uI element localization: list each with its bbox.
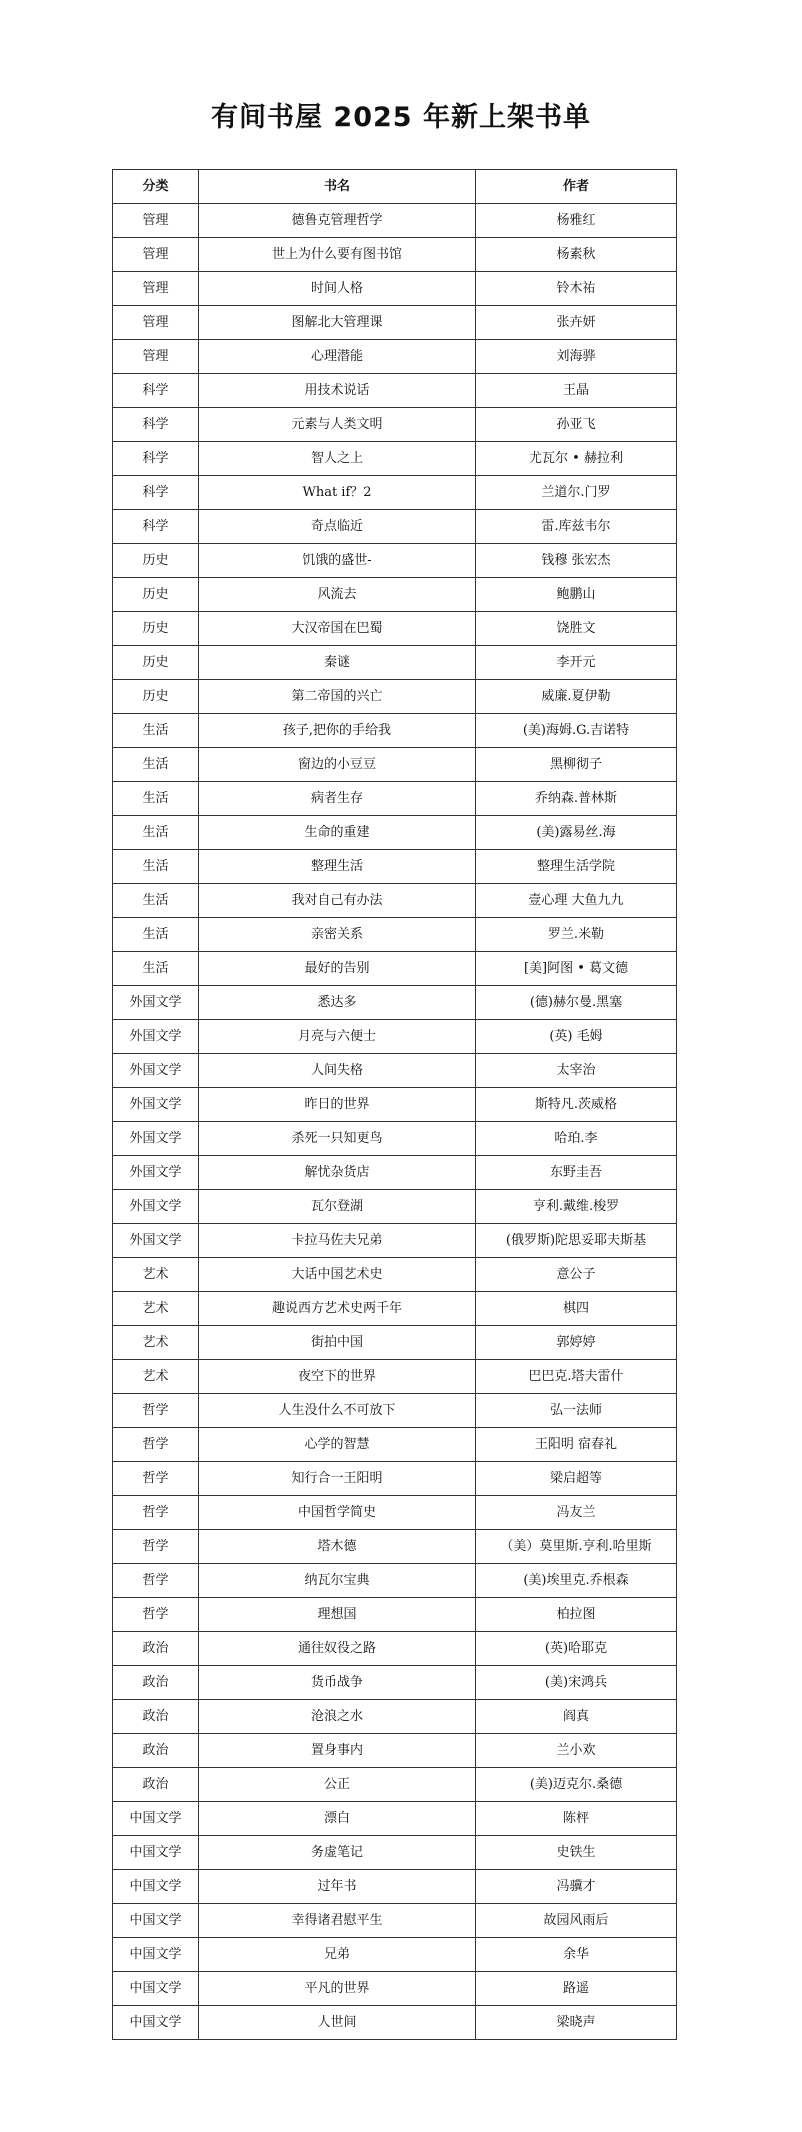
category-cell: 外国文学 — [113, 1224, 199, 1258]
category-cell: 生活 — [113, 782, 199, 816]
table-row — [113, 1054, 677, 1088]
category-cell: 生活 — [113, 918, 199, 952]
author-cell: 黑柳彻子 — [476, 748, 677, 782]
table-row — [113, 1598, 677, 1632]
table-row — [113, 1326, 677, 1360]
table-row — [113, 1190, 677, 1224]
table-row — [113, 1258, 677, 1292]
book-title-cell: 务虚笔记 — [199, 1836, 476, 1870]
author-cell: 张卉妍 — [476, 306, 677, 340]
book-title-cell: 兄弟 — [199, 1938, 476, 1972]
book-title-cell: 时间人格 — [199, 272, 476, 306]
author-cell: 冯友兰 — [476, 1496, 677, 1530]
table-row — [113, 1462, 677, 1496]
book-title-cell: 德鲁克管理哲学 — [199, 204, 476, 238]
category-cell: 生活 — [113, 748, 199, 782]
category-cell: 管理 — [113, 238, 199, 272]
category-cell: 外国文学 — [113, 1088, 199, 1122]
category-cell: 科学 — [113, 408, 199, 442]
category-cell: 哲学 — [113, 1598, 199, 1632]
category-cell: 哲学 — [113, 1428, 199, 1462]
category-cell: 历史 — [113, 544, 199, 578]
table-row — [113, 1802, 677, 1836]
author-cell: 钱穆 张宏杰 — [476, 544, 677, 578]
category-cell: 外国文学 — [113, 1190, 199, 1224]
book-title-cell: 昨日的世界 — [199, 1088, 476, 1122]
category-cell: 中国文学 — [113, 1938, 199, 1972]
book-title-cell: 漂白 — [199, 1802, 476, 1836]
book-title-cell: 大话中国艺术史 — [199, 1258, 476, 1292]
book-title-cell: 病者生存 — [199, 782, 476, 816]
author-cell: 王阳明 宿春礼 — [476, 1428, 677, 1462]
category-cell: 生活 — [113, 952, 199, 986]
author-cell: 意公子 — [476, 1258, 677, 1292]
book-title-cell: 亲密关系 — [199, 918, 476, 952]
author-cell: (美)海姆.G.吉诺特 — [476, 714, 677, 748]
table-row — [113, 952, 677, 986]
author-cell: 乔纳森.普林斯 — [476, 782, 677, 816]
author-cell: （美）莫里斯.亨利.哈里斯 — [476, 1530, 677, 1564]
book-title-cell: 悉达多 — [199, 986, 476, 1020]
book-title-cell: 窗边的小豆豆 — [199, 748, 476, 782]
book-title-cell: 世上为什么要有图书馆 — [199, 238, 476, 272]
table-row — [113, 1020, 677, 1054]
table-row — [113, 1156, 677, 1190]
table-row — [113, 1666, 677, 1700]
table-row — [113, 816, 677, 850]
book-title-cell: 通往奴役之路 — [199, 1632, 476, 1666]
book-title-cell: 理想国 — [199, 1598, 476, 1632]
category-cell: 中国文学 — [113, 1904, 199, 1938]
book-title-cell: 月亮与六便士 — [199, 1020, 476, 1054]
author-cell: [美]阿图 • 葛文德 — [476, 952, 677, 986]
author-cell: 杨雅红 — [476, 204, 677, 238]
book-title-cell: 夜空下的世界 — [199, 1360, 476, 1394]
table-row — [113, 1768, 677, 1802]
author-cell: 故园风雨后 — [476, 1904, 677, 1938]
category-cell: 科学 — [113, 510, 199, 544]
page-title: 有间书屋 2025 年新上架书单 — [211, 102, 591, 133]
table-row — [113, 782, 677, 816]
book-title-cell: 平凡的世界 — [199, 1972, 476, 2006]
category-cell: 生活 — [113, 884, 199, 918]
table-row — [113, 272, 677, 306]
author-cell: (德)赫尔曼.黑塞 — [476, 986, 677, 1020]
category-cell: 政治 — [113, 1768, 199, 1802]
book-title-cell: 纳瓦尔宝典 — [199, 1564, 476, 1598]
book-title-cell: 过年书 — [199, 1870, 476, 1904]
author-cell: 太宰治 — [476, 1054, 677, 1088]
category-cell: 历史 — [113, 680, 199, 714]
category-cell: 艺术 — [113, 1292, 199, 1326]
table-row — [113, 1972, 677, 2006]
category-cell: 哲学 — [113, 1496, 199, 1530]
table-row — [113, 986, 677, 1020]
book-title-cell: 公正 — [199, 1768, 476, 1802]
book-title-cell: 秦谜 — [199, 646, 476, 680]
table-row — [113, 1122, 677, 1156]
book-title-cell: 孩子,把你的手给我 — [199, 714, 476, 748]
category-cell: 政治 — [113, 1700, 199, 1734]
table-row — [113, 680, 677, 714]
book-title-cell: 塔木德 — [199, 1530, 476, 1564]
book-title-cell: 人间失格 — [199, 1054, 476, 1088]
author-cell: 王晶 — [476, 374, 677, 408]
category-cell: 政治 — [113, 1632, 199, 1666]
table-row — [113, 476, 677, 510]
header-author: 作者 — [476, 170, 677, 204]
category-cell: 哲学 — [113, 1462, 199, 1496]
category-cell: 中国文学 — [113, 1836, 199, 1870]
table-row — [113, 408, 677, 442]
category-cell: 外国文学 — [113, 1122, 199, 1156]
table-row — [113, 1530, 677, 1564]
category-cell: 外国文学 — [113, 1156, 199, 1190]
category-cell: 艺术 — [113, 1326, 199, 1360]
table-row — [113, 1870, 677, 1904]
table-row — [113, 646, 677, 680]
author-cell: (英) 毛姆 — [476, 1020, 677, 1054]
book-title-cell: 生命的重建 — [199, 816, 476, 850]
category-cell: 历史 — [113, 578, 199, 612]
book-title-cell: 饥饿的盛世- — [199, 544, 476, 578]
book-title-cell: 知行合一王阳明 — [199, 1462, 476, 1496]
category-cell: 生活 — [113, 714, 199, 748]
table-row — [113, 204, 677, 238]
table-row — [113, 1428, 677, 1462]
category-cell: 历史 — [113, 646, 199, 680]
book-title-cell: 瓦尔登湖 — [199, 1190, 476, 1224]
book-title-cell: 元素与人类文明 — [199, 408, 476, 442]
table-row — [113, 1224, 677, 1258]
category-cell: 哲学 — [113, 1394, 199, 1428]
table-row — [113, 714, 677, 748]
author-cell: 梁启超等 — [476, 1462, 677, 1496]
author-cell: 郭婷婷 — [476, 1326, 677, 1360]
author-cell: 柏拉图 — [476, 1598, 677, 1632]
book-title-cell: 大汉帝国在巴蜀 — [199, 612, 476, 646]
table-row — [113, 1088, 677, 1122]
book-title-cell: 第二帝国的兴亡 — [199, 680, 476, 714]
table-row — [113, 1360, 677, 1394]
author-cell: 孙亚飞 — [476, 408, 677, 442]
table-row — [113, 306, 677, 340]
author-cell: 尤瓦尔 • 赫拉利 — [476, 442, 677, 476]
table-row — [113, 1938, 677, 1972]
category-cell: 管理 — [113, 204, 199, 238]
author-cell: 亨利.戴维.梭罗 — [476, 1190, 677, 1224]
book-title-cell: 置身事内 — [199, 1734, 476, 1768]
book-title-cell: What if？2 — [199, 476, 476, 510]
book-title-cell: 心理潜能 — [199, 340, 476, 374]
table-row — [113, 1564, 677, 1598]
author-cell: 整理生活学院 — [476, 850, 677, 884]
table-row — [113, 2006, 677, 2040]
category-cell: 科学 — [113, 476, 199, 510]
book-title-cell: 我对自己有办法 — [199, 884, 476, 918]
header-category: 分类 — [113, 170, 199, 204]
author-cell: 兰道尔.门罗 — [476, 476, 677, 510]
author-cell: 饶胜文 — [476, 612, 677, 646]
category-cell: 外国文学 — [113, 986, 199, 1020]
author-cell: 铃木祐 — [476, 272, 677, 306]
table-row — [113, 1734, 677, 1768]
table-row — [113, 612, 677, 646]
author-cell: 余华 — [476, 1938, 677, 1972]
table-row — [113, 918, 677, 952]
book-title-cell: 最好的告别 — [199, 952, 476, 986]
category-cell: 科学 — [113, 374, 199, 408]
author-cell: 斯特凡.茨威格 — [476, 1088, 677, 1122]
category-cell: 管理 — [113, 272, 199, 306]
table-row — [113, 884, 677, 918]
table-row — [113, 442, 677, 476]
category-cell: 中国文学 — [113, 1870, 199, 1904]
author-cell: (美)迈克尔.桑德 — [476, 1768, 677, 1802]
author-cell: (美)露易丝.海 — [476, 816, 677, 850]
book-title-cell: 解忧杂货店 — [199, 1156, 476, 1190]
table-row — [113, 238, 677, 272]
category-cell: 管理 — [113, 306, 199, 340]
book-title-cell: 智人之上 — [199, 442, 476, 476]
table-row — [113, 1496, 677, 1530]
author-cell: 兰小欢 — [476, 1734, 677, 1768]
table-row — [113, 1836, 677, 1870]
author-cell: 罗兰.米勒 — [476, 918, 677, 952]
author-cell: 冯骥才 — [476, 1870, 677, 1904]
category-cell: 生活 — [113, 850, 199, 884]
author-cell: 陈枰 — [476, 1802, 677, 1836]
author-cell: 壹心理 大鱼九九 — [476, 884, 677, 918]
table-row — [113, 340, 677, 374]
table-row — [113, 1394, 677, 1428]
author-cell: 哈珀.李 — [476, 1122, 677, 1156]
table-header-row — [113, 170, 677, 204]
table-row — [113, 544, 677, 578]
author-cell: 阎真 — [476, 1700, 677, 1734]
table-row — [113, 374, 677, 408]
table-row — [113, 850, 677, 884]
book-title-cell: 街拍中国 — [199, 1326, 476, 1360]
book-title-cell: 用技术说话 — [199, 374, 476, 408]
author-cell: 梁晓声 — [476, 2006, 677, 2040]
author-cell: 鲍鹏山 — [476, 578, 677, 612]
author-cell: (俄罗斯)陀思妥耶夫斯基 — [476, 1224, 677, 1258]
book-title-cell: 中国哲学简史 — [199, 1496, 476, 1530]
category-cell: 政治 — [113, 1734, 199, 1768]
category-cell: 中国文学 — [113, 2006, 199, 2040]
table-body — [113, 204, 677, 2040]
category-cell: 哲学 — [113, 1530, 199, 1564]
author-cell: 东野圭吾 — [476, 1156, 677, 1190]
author-cell: (英)哈耶克 — [476, 1632, 677, 1666]
category-cell: 中国文学 — [113, 1802, 199, 1836]
category-cell: 哲学 — [113, 1564, 199, 1598]
author-cell: 棋四 — [476, 1292, 677, 1326]
category-cell: 历史 — [113, 612, 199, 646]
author-cell: 雷.库兹韦尔 — [476, 510, 677, 544]
table-row — [113, 1632, 677, 1666]
author-cell: (美)宋鸿兵 — [476, 1666, 677, 1700]
book-title-cell: 卡拉马佐夫兄弟 — [199, 1224, 476, 1258]
table-row — [113, 510, 677, 544]
author-cell: 威廉.夏伊勒 — [476, 680, 677, 714]
author-cell: 弘一法师 — [476, 1394, 677, 1428]
author-cell: 巴巴克.塔夫雷什 — [476, 1360, 677, 1394]
table-row — [113, 748, 677, 782]
category-cell: 管理 — [113, 340, 199, 374]
table-row — [113, 1292, 677, 1326]
author-cell: 刘海骅 — [476, 340, 677, 374]
category-cell: 生活 — [113, 816, 199, 850]
book-title-cell: 风流去 — [199, 578, 476, 612]
book-list-table — [112, 169, 677, 2040]
book-title-cell: 图解北大管理课 — [199, 306, 476, 340]
category-cell: 艺术 — [113, 1360, 199, 1394]
book-title-cell: 整理生活 — [199, 850, 476, 884]
book-title-cell: 杀死一只知更鸟 — [199, 1122, 476, 1156]
book-title-cell: 奇点临近 — [199, 510, 476, 544]
book-title-cell: 沧浪之水 — [199, 1700, 476, 1734]
table-row — [113, 1904, 677, 1938]
book-title-cell: 人世间 — [199, 2006, 476, 2040]
author-cell: 杨素秋 — [476, 238, 677, 272]
book-title-cell: 趣说西方艺术史两千年 — [199, 1292, 476, 1326]
category-cell: 科学 — [113, 442, 199, 476]
category-cell: 外国文学 — [113, 1054, 199, 1088]
category-cell: 艺术 — [113, 1258, 199, 1292]
header-title: 书名 — [199, 170, 476, 204]
author-cell: 李开元 — [476, 646, 677, 680]
book-title-cell: 幸得诸君慰平生 — [199, 1904, 476, 1938]
author-cell: 史铁生 — [476, 1836, 677, 1870]
book-title-cell: 货币战争 — [199, 1666, 476, 1700]
category-cell: 外国文学 — [113, 1020, 199, 1054]
category-cell: 政治 — [113, 1666, 199, 1700]
category-cell: 中国文学 — [113, 1972, 199, 2006]
author-cell: 路遥 — [476, 1972, 677, 2006]
book-title-cell: 心学的智慧 — [199, 1428, 476, 1462]
table-row — [113, 1700, 677, 1734]
book-title-cell: 人生没什么不可放下 — [199, 1394, 476, 1428]
author-cell: (美)埃里克.乔根森 — [476, 1564, 677, 1598]
table-row — [113, 578, 677, 612]
